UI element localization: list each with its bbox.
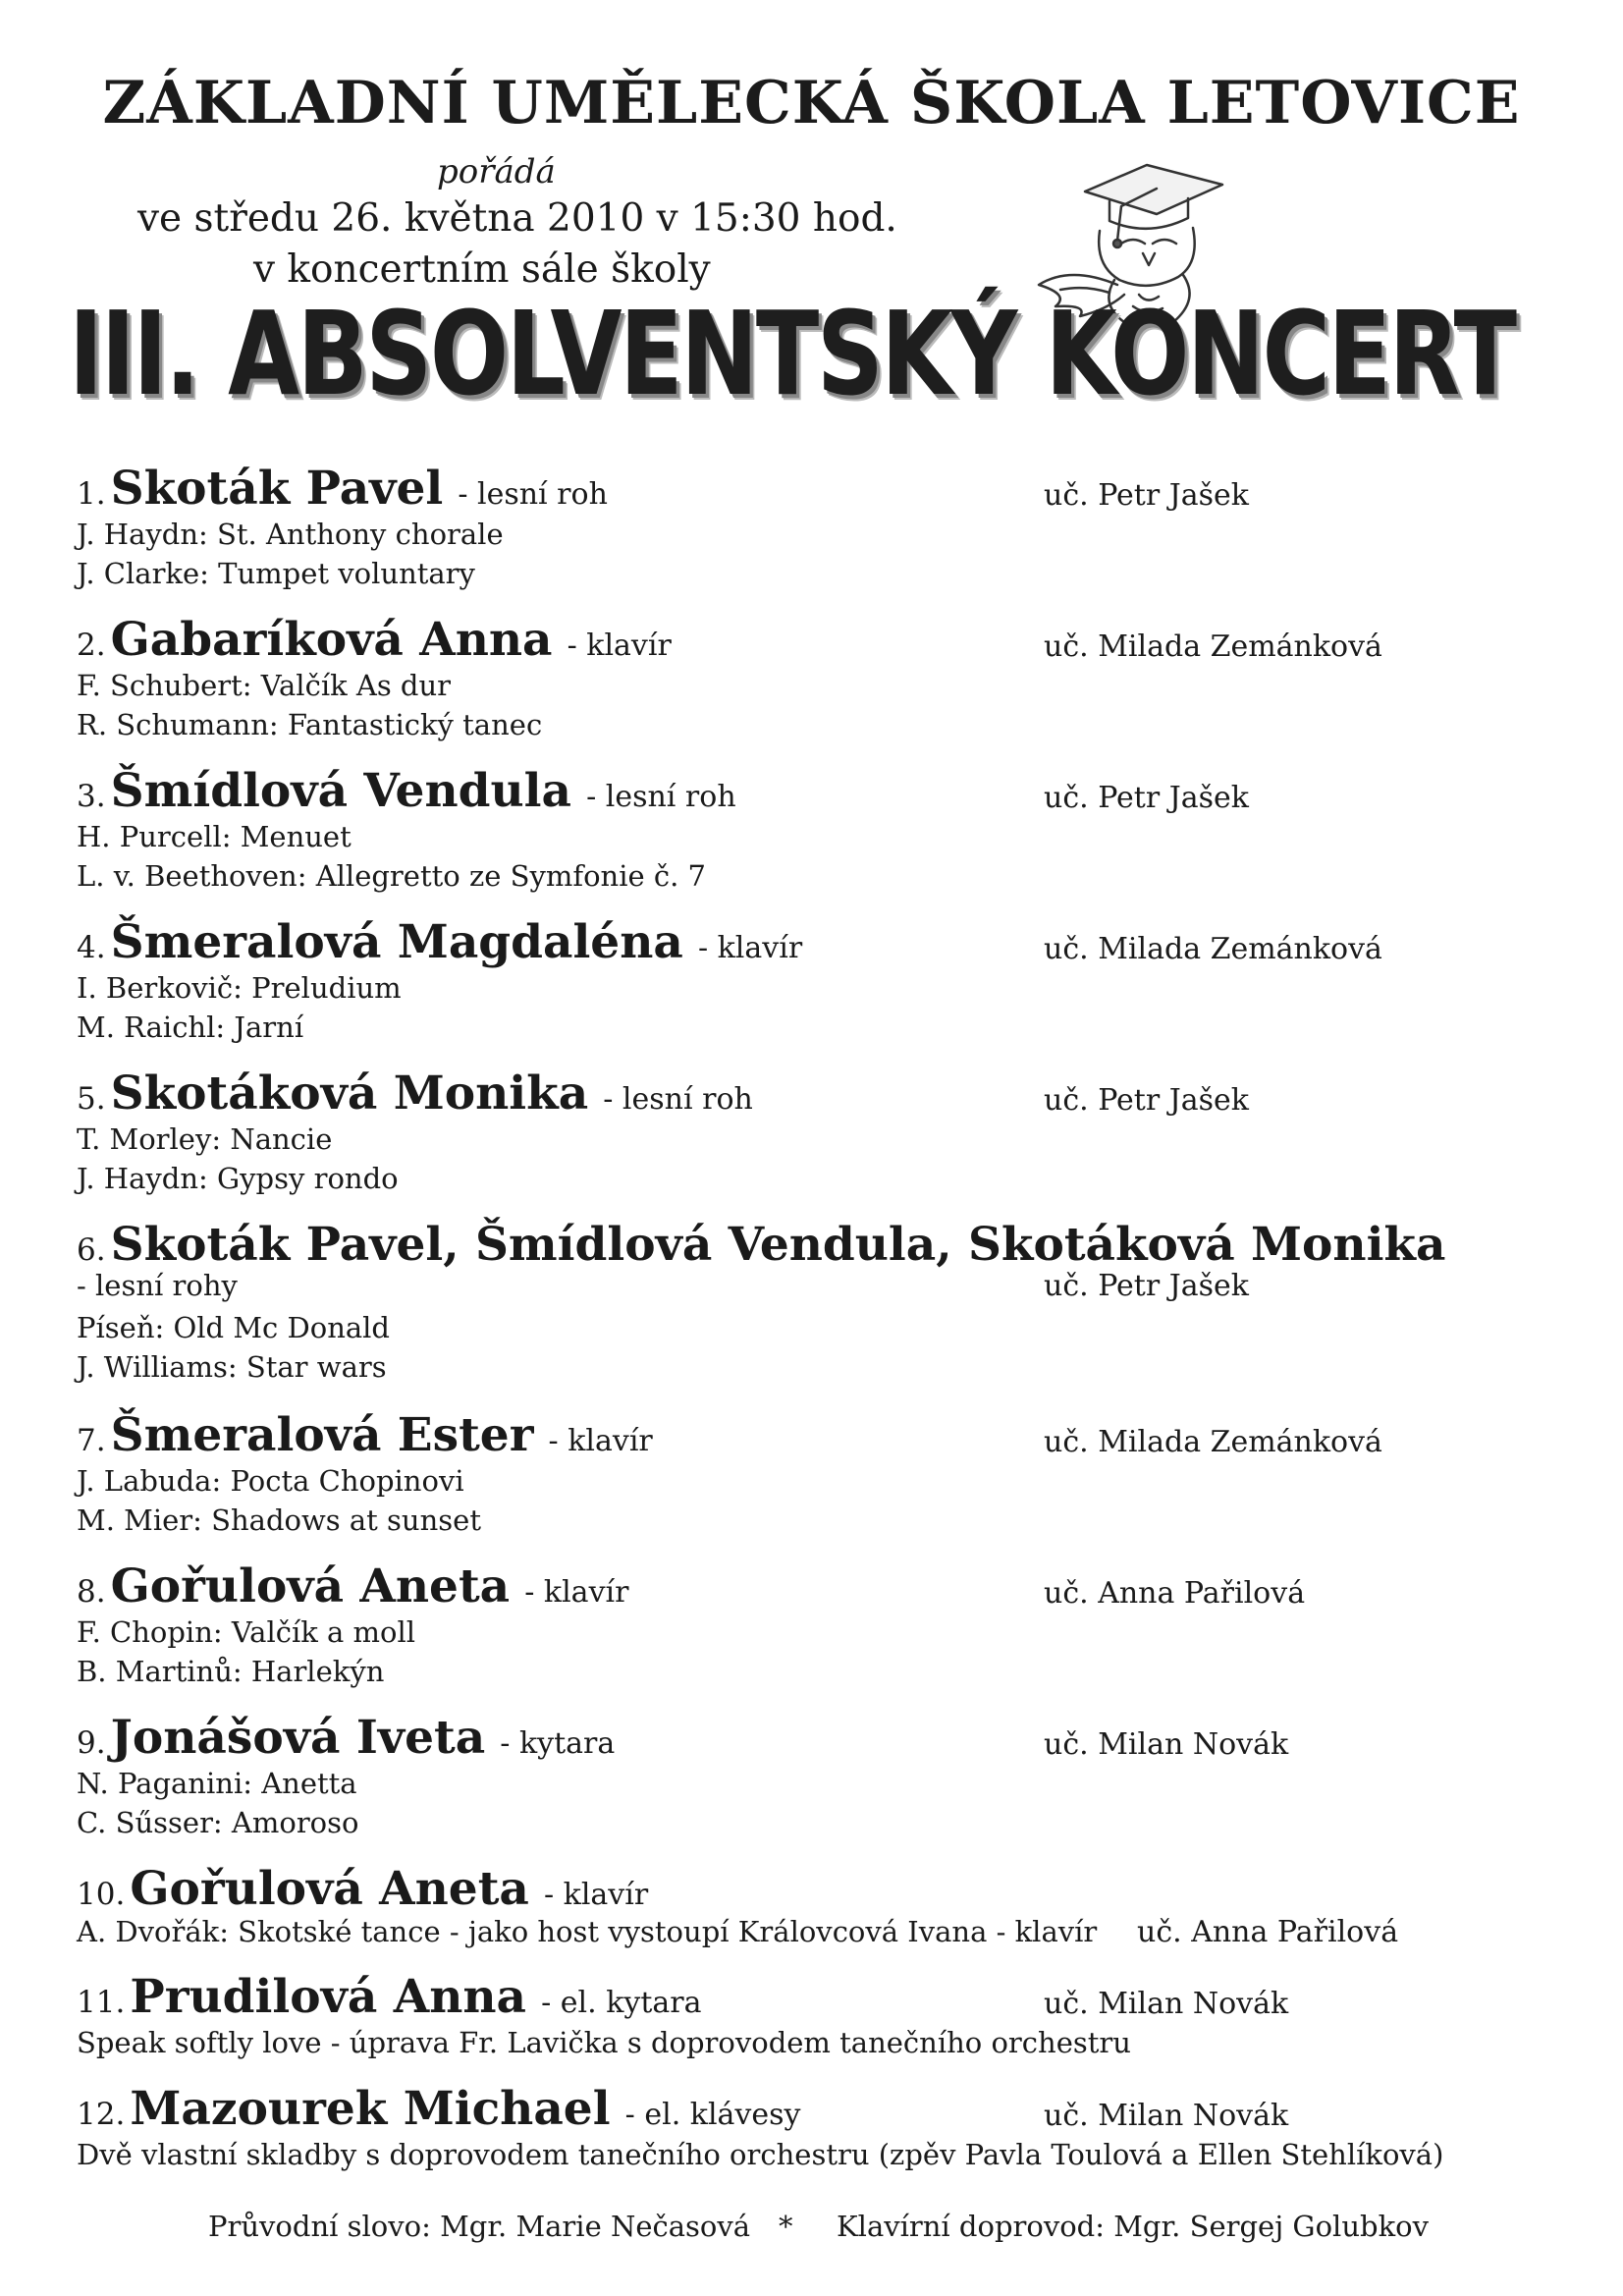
teacher: uč. Petr Jašek — [1044, 1083, 1249, 1118]
piece: C. Sűsser: Amoroso — [77, 1806, 359, 1839]
piece: I. Berkovič: Preludium — [77, 971, 402, 1005]
item-number: 12. — [77, 2097, 126, 2132]
instrument: - klavír — [548, 1424, 653, 1458]
item-number: 9. — [77, 1725, 106, 1761]
piece: H. Purcell: Menuet — [77, 820, 352, 853]
teacher: uč. Milan Novák — [1044, 1727, 1289, 1762]
piece: Píseň: Old Mc Donald — [77, 1311, 390, 1344]
teacher: uč. Milada Zemánková — [1044, 629, 1382, 664]
piece: J. Labuda: Pocta Chopinovi — [77, 1464, 464, 1498]
piece: J. Williams: Star wars — [77, 1350, 387, 1384]
performer-name: Gabaríková Anna — [110, 613, 553, 667]
program-item-6 — [77, 1218, 1564, 1387]
concert-title: III. ABSOLVENTSKÝ KONCERT — [69, 286, 1515, 421]
teacher: uč. Anna Pařilová — [1137, 1915, 1399, 1949]
presents-label: pořádá — [437, 152, 556, 191]
performer-name: Šmeralová Magdaléna — [110, 915, 683, 969]
instrument: - klavír — [524, 1575, 629, 1610]
piece: J. Clarke: Tumpet voluntary — [77, 557, 475, 590]
program-item-11 — [77, 1970, 1564, 2062]
item-number: 7. — [77, 1423, 106, 1458]
teacher: uč. Petr Jašek — [1044, 478, 1249, 513]
teacher: uč. Milan Novák — [1044, 2099, 1289, 2133]
piece: Dvě vlastní skladby s doprovodem tanečního orchestru (zpěv Pavla Toulová a Ellen Stehlíková) — [77, 2138, 1444, 2171]
teacher: uč. Anna Pařilová — [1044, 1576, 1306, 1611]
program-item-1 — [77, 462, 1564, 593]
instrument: - el. klávesy — [624, 2098, 801, 2132]
piece: J. Haydn: Gypsy rondo — [77, 1162, 399, 1195]
instrument: - lesní rohy — [77, 1269, 238, 1302]
item-number: 10. — [77, 1877, 126, 1912]
teacher: uč. Milada Zemánková — [1044, 932, 1382, 966]
program-item-4 — [77, 915, 1564, 1047]
piece: J. Haydn: St. Anthony chorale — [77, 518, 504, 551]
narration-credit: Průvodní slovo: Mgr. Marie Nečasová — [208, 2210, 751, 2243]
instrument: - klavír — [543, 1878, 649, 1912]
teacher: uč. Milada Zemánková — [1044, 1425, 1382, 1459]
concert-date: ve středu 26. května 2010 v 15:30 hod. — [137, 196, 897, 241]
piece: N. Paganini: Anetta — [77, 1767, 357, 1800]
instrument: - lesní roh — [458, 477, 608, 512]
instrument: - el. kytara — [541, 1986, 702, 2020]
piece: M. Mier: Shadows at sunset — [77, 1503, 481, 1537]
program-item-9 — [77, 1711, 1564, 1842]
piece: B. Martinů: Harlekýn — [77, 1655, 385, 1688]
program-item-8 — [77, 1559, 1564, 1691]
program-item-5 — [77, 1066, 1564, 1198]
program-item-3 — [77, 764, 1564, 896]
performer-name: Mazourek Michael — [130, 2082, 611, 2136]
teacher: uč. Petr Jašek — [1044, 1269, 1249, 1303]
piece: F. Schubert: Valčík As dur — [77, 669, 452, 702]
item-number: 8. — [77, 1574, 106, 1610]
piano-accompaniment-credit: Klavírní doprovod: Mgr. Sergej Golubkov — [837, 2210, 1429, 2243]
program-item-7 — [77, 1408, 1564, 1540]
program-item-2 — [77, 613, 1564, 744]
item-number: 1. — [77, 476, 106, 512]
concert-venue: v koncertním sále školy — [253, 247, 711, 292]
performer-name: Gořulová Aneta — [110, 1559, 511, 1613]
school-name: ZÁKLADNÍ UMĚLECKÁ ŠKOLA LETOVICE — [102, 69, 1521, 137]
performer-name: Gořulová Aneta — [130, 1862, 529, 1916]
piece: F. Chopin: Valčík a moll — [77, 1615, 416, 1649]
instrument: - lesní roh — [586, 780, 736, 814]
piece: Speak softly love - úprava Fr. Lavička s doprovodem tanečního orchestru — [77, 2026, 1131, 2059]
performer-name: Jonášová Iveta — [110, 1711, 486, 1765]
item-number: 3. — [77, 779, 106, 814]
instrument: - klavír — [567, 629, 672, 663]
piece: A. Dvořák: Skotské tance - jako host vystoupí Královcová Ivana - klavír — [77, 1915, 1098, 1948]
performer-name: Skotáková Monika — [110, 1066, 589, 1121]
instrument: - klavír — [697, 931, 803, 965]
performer-name: Skoták Pavel, Šmídlová Vendula, Skotáková Monika — [110, 1218, 1446, 1272]
item-number: 2. — [77, 628, 106, 663]
program-item-12 — [77, 2082, 1564, 2174]
piece: L. v. Beethoven: Allegretto ze Symfonie č. 7 — [77, 859, 707, 893]
item-number: 11. — [77, 1985, 126, 2020]
teacher: uč. Milan Novák — [1044, 1987, 1289, 2021]
instrument: - kytara — [500, 1726, 616, 1761]
performer-name: Skoták Pavel — [110, 462, 444, 516]
item-number: 4. — [77, 930, 106, 965]
footer-separator: * — [779, 2210, 793, 2243]
item-number: 6. — [77, 1232, 106, 1268]
piece: M. Raichl: Jarní — [77, 1011, 304, 1044]
program-item-10 — [77, 1862, 1564, 1954]
performer-name: Šmídlová Vendula — [110, 764, 571, 818]
item-number: 5. — [77, 1081, 106, 1117]
performer-name: Prudilová Anna — [130, 1970, 526, 2024]
instrument: - lesní roh — [603, 1082, 753, 1117]
teacher: uč. Petr Jašek — [1044, 781, 1249, 815]
performer-name: Šmeralová Ester — [110, 1408, 534, 1462]
piece: R. Schumann: Fantastický tanec — [77, 708, 543, 741]
piece: T. Morley: Nancie — [77, 1122, 333, 1156]
